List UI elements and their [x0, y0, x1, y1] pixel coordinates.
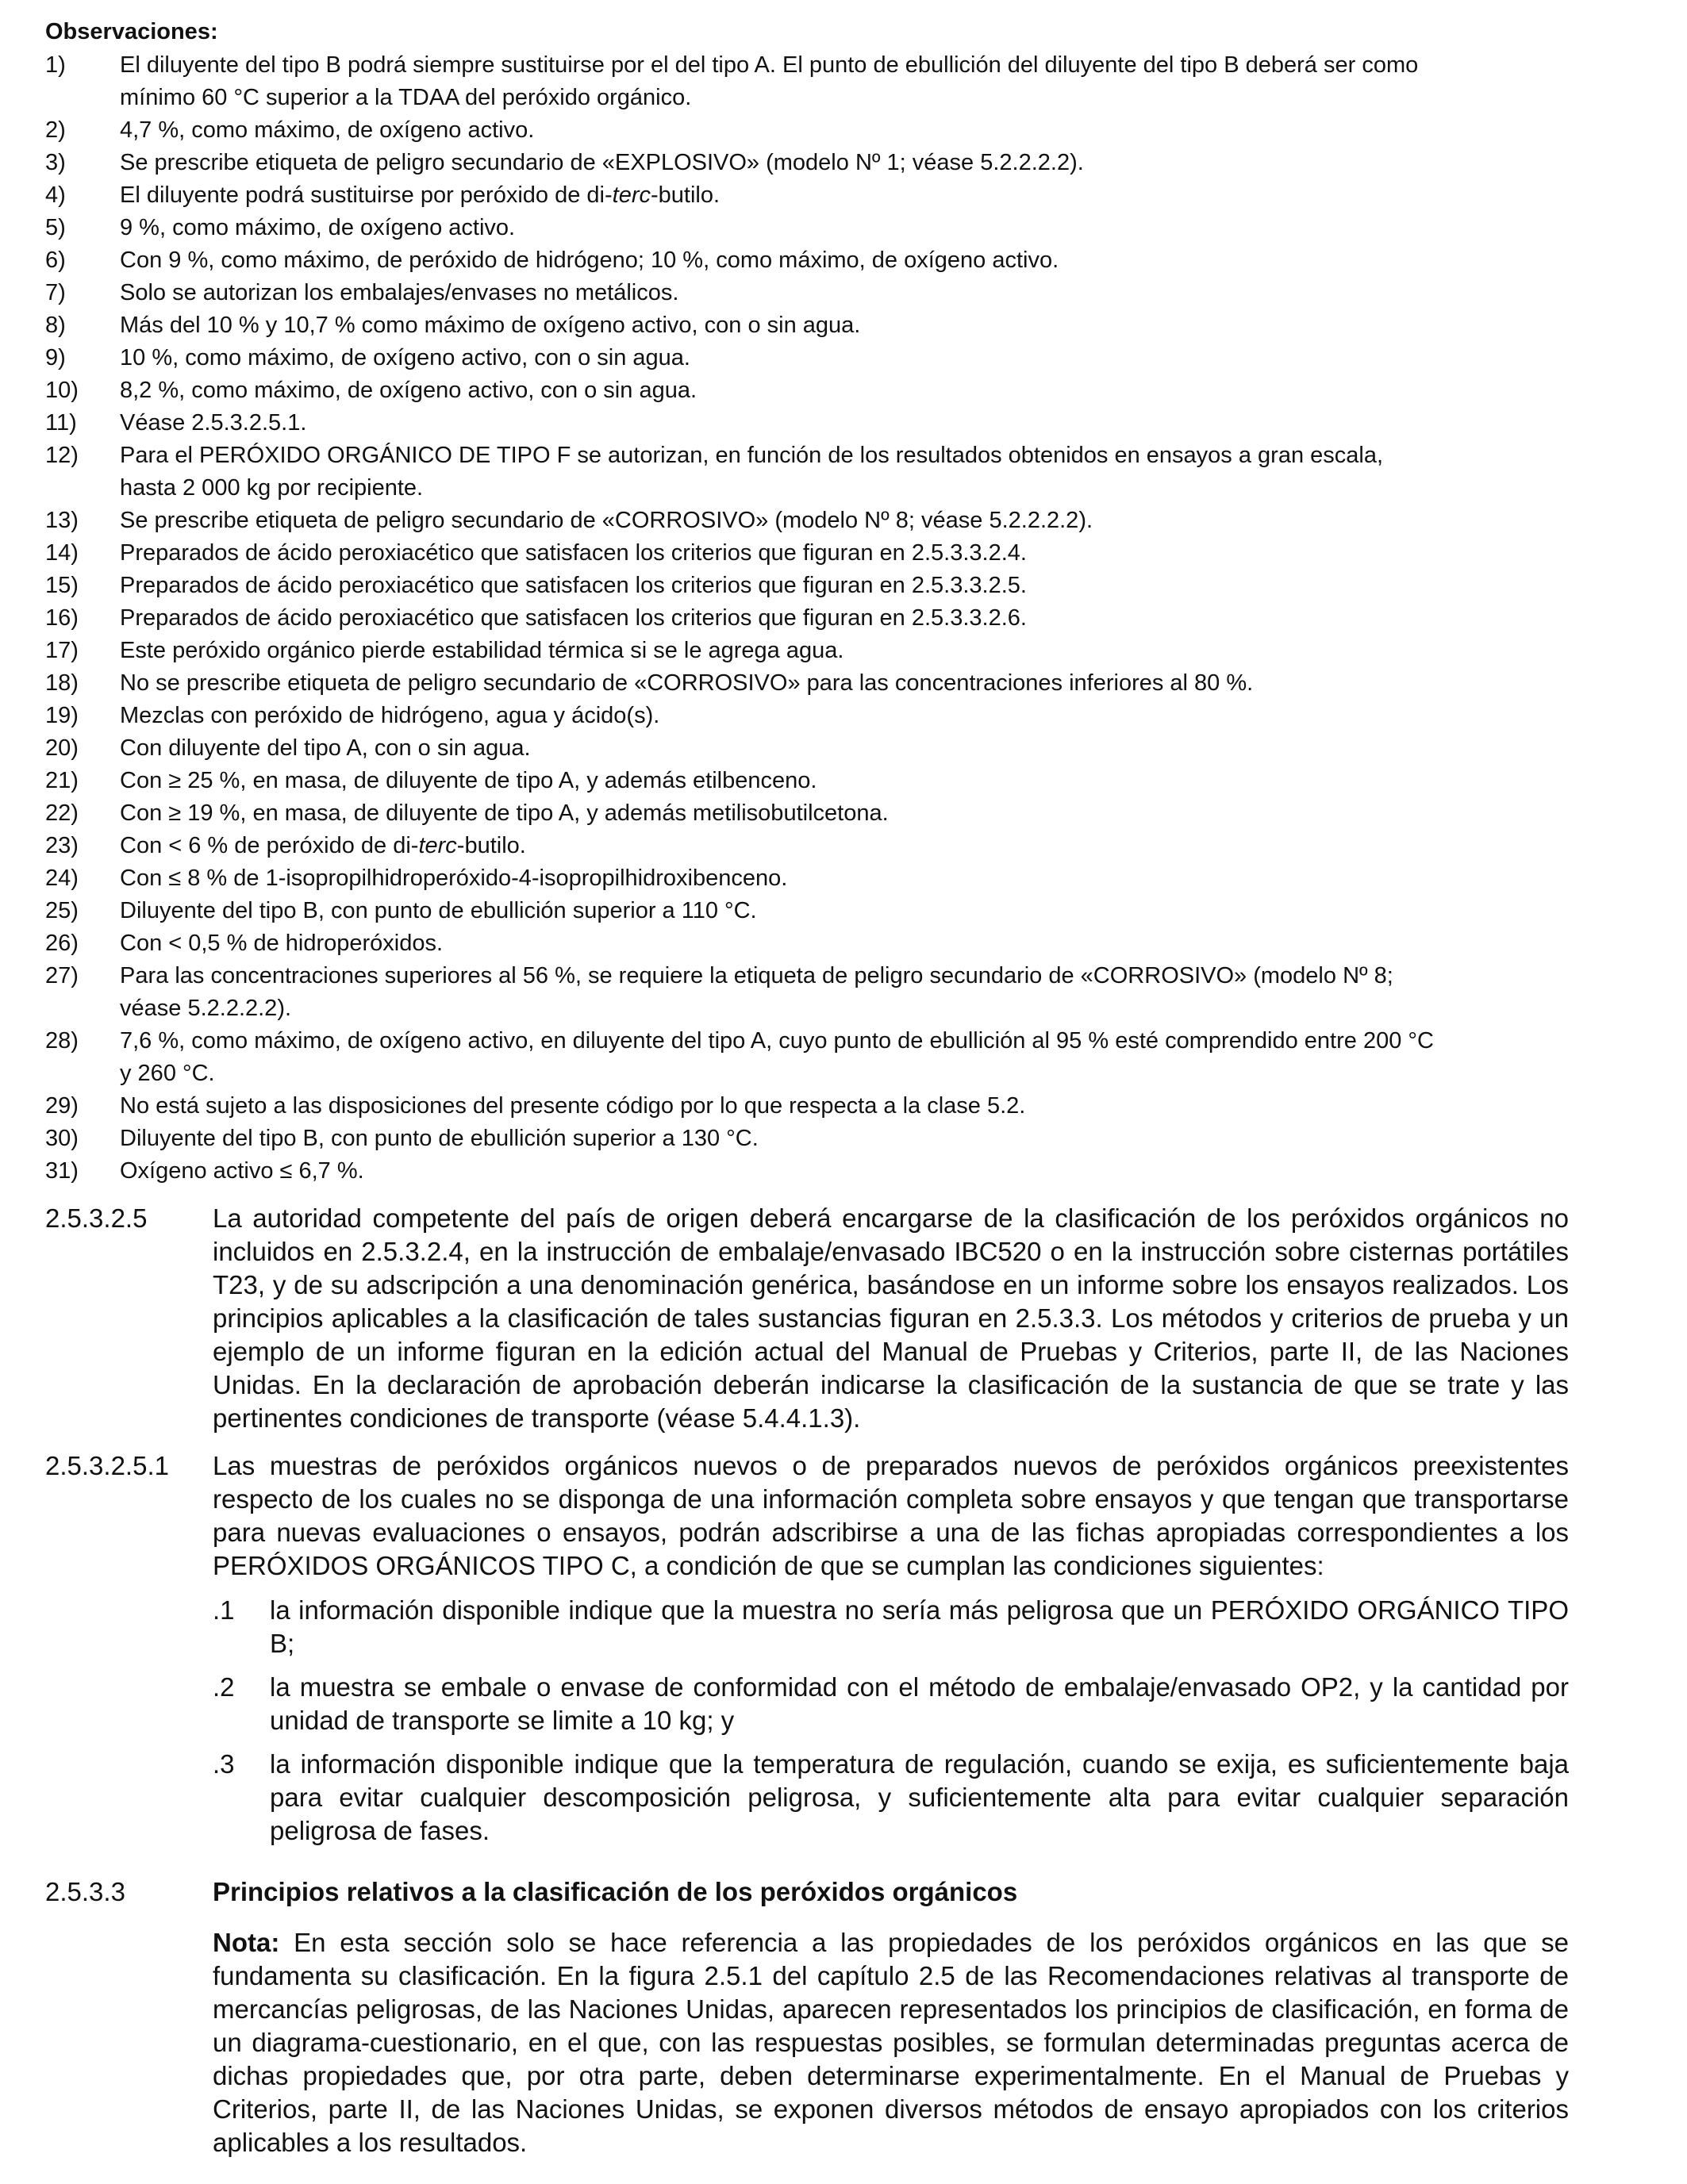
observacion-text: Preparados de ácido peroxiacético que satisfacen los criterios que figuran en 2.5.3.3.2.6. — [120, 605, 1027, 631]
observacion-number: 27) — [45, 963, 79, 988]
observacion-text: Con < 6 % de peróxido de di-terc-butilo. — [120, 833, 526, 858]
observacion-item — [45, 602, 1569, 635]
observacion-item — [45, 179, 1569, 212]
observacion-number: 12) — [45, 443, 79, 468]
section-2-5-3-2-5 — [45, 1202, 1569, 1435]
nota-text: En esta sección solo se hace referencia a las propiedades de los peróxidos orgánicos en las que se fundamenta su clasificación. En la figura 2.5.1 del capítulo 2.5 de las Recomendaciones relativas al transporte de mercancías peligrosas, de las Naciones Unidas, aparecen representados los principios de clasificación, en forma de un diagrama-cuestionario, en el que, con las respuestas posibles, se formulan determinadas preguntas acerca de dichas propiedades que, por otra parte, deben determinarse experimentalmente. En el Manual de Pruebas y Criterios, parte II, de las Naciones Unidas, se exponen diversos métodos de ensayo apropiados con los criterios aplicables a los resultados. — [213, 1928, 1569, 2157]
observacion-item — [45, 830, 1569, 862]
observacion-number: 30) — [45, 1126, 79, 1151]
observacion-number: 18) — [45, 670, 79, 696]
condition-number: .1 — [213, 1595, 235, 1625]
observacion-item — [45, 407, 1569, 439]
observacion-number: 19) — [45, 703, 79, 728]
observacion-text: Se prescribe etiqueta de peligro secundario de «CORROSIVO» (modelo Nº 8; véase 5.2.2.2.2). — [120, 508, 1093, 533]
section-2-5-3-3 — [45, 1875, 1569, 2159]
condition-text: la información disponible indique que la temperatura de regulación, cuando se exija, es suficientemente baja para evitar cualquier descomposición peligrosa, y suficientemente alta para evitar cualquier separación peligrosa de fases. — [270, 1749, 1569, 1845]
observacion-item — [45, 635, 1569, 667]
observacion-text: Con ≤ 8 % de 1-isopropilhidroperóxido-4-isopropilhidroxibenceno. — [120, 866, 788, 891]
observacion-number: 26) — [45, 931, 79, 956]
condition-item — [213, 1671, 1569, 1737]
observacion-item — [45, 732, 1569, 765]
observacion-text: 7,6 %, como máximo, de oxígeno activo, en diluyente del tipo A, cuyo punto de ebullición al 95 % esté comprendido entre 200 °C y 260 °C. — [120, 1028, 1434, 1086]
observacion-text: Con ≥ 19 %, en masa, de diluyente de tipo A, y además metilisobutilcetona. — [120, 800, 889, 826]
observacion-number: 28) — [45, 1028, 79, 1054]
observaciones-heading: Observaciones: — [45, 19, 218, 44]
observacion-item — [45, 960, 1569, 1025]
observacion-text: El diluyente podrá sustituirse por peróxido de di-terc-butilo. — [120, 182, 721, 208]
observacion-item — [45, 667, 1569, 700]
observacion-item — [45, 439, 1569, 505]
observacion-number: 22) — [45, 800, 79, 826]
observacion-text: Con ≥ 25 %, en masa, de diluyente de tipo A, y además etilbenceno. — [120, 768, 817, 793]
observacion-number: 6) — [45, 248, 66, 273]
section-paragraph: Las muestras de peróxidos orgánicos nuevos o de preparados nuevos de peróxidos orgánicos preexistentes respecto de los cuales no se disponga de una información completa sobre ensayos y que tengan que transportarse para nuevas evaluaciones o ensayos, podrán adscribirse a una de las fichas apropiadas correspondientes a los PERÓXIDOS ORGÁNICOS TIPO C, a condición de que se cumplan las condiciones siguientes: — [213, 1451, 1569, 1580]
observacion-number: 10) — [45, 378, 79, 403]
nota-label: Nota: — [213, 1928, 280, 1957]
observacion-number: 3) — [45, 150, 66, 175]
observacion-number: 24) — [45, 866, 79, 891]
observacion-text: Véase 2.5.3.2.5.1. — [120, 410, 307, 436]
observacion-number: 14) — [45, 540, 79, 566]
observacion-number: 21) — [45, 768, 79, 793]
observacion-text: Diluyente del tipo B, con punto de ebullición superior a 130 °C. — [120, 1126, 759, 1151]
observacion-item — [45, 114, 1569, 147]
observacion-text: El diluyente del tipo B podrá siempre sustituirse por el del tipo A. El punto de ebullición del diluyente del tipo B deberá ser como mínimo 60 °C superior a la TDAA del peróxido orgánico. — [120, 52, 1419, 110]
observacion-number: 29) — [45, 1093, 79, 1119]
observacion-item — [45, 797, 1569, 830]
observacion-item — [45, 862, 1569, 895]
observacion-number: 16) — [45, 605, 79, 631]
observacion-item — [45, 765, 1569, 797]
observacion-number: 1) — [45, 52, 66, 78]
condition-item — [213, 1594, 1569, 1660]
observacion-text: No se prescribe etiqueta de peligro secundario de «CORROSIVO» para las concentraciones inferiores al 80 %. — [120, 670, 1254, 696]
observaciones-list — [45, 49, 1569, 1188]
observacion-item — [45, 342, 1569, 374]
observacion-item — [45, 277, 1569, 309]
observacion-text: 8,2 %, como máximo, de oxígeno activo, con o sin agua. — [120, 378, 697, 403]
observacion-item — [45, 537, 1569, 570]
observacion-number: 7) — [45, 280, 66, 305]
observacion-item — [45, 1155, 1569, 1188]
section-number: 2.5.3.3 — [45, 1877, 125, 1906]
section-number: 2.5.3.2.5 — [45, 1203, 148, 1233]
observacion-number: 9) — [45, 345, 66, 370]
observacion-item — [45, 212, 1569, 244]
observacion-text: Diluyente del tipo B, con punto de ebullición superior a 110 °C. — [120, 898, 757, 923]
condition-number: .2 — [213, 1672, 235, 1702]
observacion-text: Para el PERÓXIDO ORGÁNICO DE TIPO F se autorizan, en función de los resultados obtenidos en ensayos a gran escala, hasta 2 000 kg por recipiente. — [120, 443, 1384, 501]
observacion-text: Para las concentraciones superiores al 56 %, se requiere la etiqueta de peligro secundario de «CORROSIVO» (modelo Nº 8; véase 5.2.2.2.2). — [120, 963, 1393, 1021]
section-title: Principios relativos a la clasificación de los peróxidos orgánicos — [213, 1877, 1018, 1906]
condition-number: .3 — [213, 1749, 235, 1779]
section-content — [213, 1875, 1569, 2159]
observacion-text: Oxígeno activo ≤ 6,7 %. — [120, 1158, 364, 1184]
observacion-text: Con < 0,5 % de hidroperóxidos. — [120, 931, 444, 956]
observacion-item — [45, 1123, 1569, 1155]
observacion-text: Con diluyente del tipo A, con o sin agua. — [120, 735, 531, 761]
condition-text: la muestra se embale o envase de conformidad con el método de embalaje/envasado OP2, y la cantidad por unidad de transporte se limite a 10 kg; y — [270, 1672, 1569, 1735]
observacion-text: 10 %, como máximo, de oxígeno activo, con o sin agua. — [120, 345, 690, 370]
observacion-text: Este peróxido orgánico pierde estabilidad térmica si se le agrega agua. — [120, 638, 844, 663]
observacion-item — [45, 49, 1569, 114]
section-content — [213, 1449, 1569, 1858]
observacion-number: 11) — [45, 410, 77, 436]
observacion-number: 20) — [45, 735, 79, 761]
observacion-number: 13) — [45, 508, 79, 533]
observacion-text: 9 %, como máximo, de oxígeno activo. — [120, 215, 516, 240]
condition-item — [213, 1748, 1569, 1848]
observacion-item — [45, 374, 1569, 407]
observacion-number: 2) — [45, 117, 66, 143]
observacion-text: Solo se autorizan los embalajes/envases no metálicos. — [120, 280, 679, 305]
conditions-list — [213, 1594, 1569, 1848]
observacion-number: 31) — [45, 1158, 79, 1184]
section-number: 2.5.3.2.5.1 — [45, 1451, 169, 1480]
observacion-number: 15) — [45, 573, 79, 598]
observacion-item — [45, 309, 1569, 342]
observacion-item — [45, 505, 1569, 537]
observacion-number: 4) — [45, 182, 66, 208]
observacion-item — [45, 147, 1569, 179]
nota-paragraph — [213, 1926, 1569, 2159]
observacion-item — [45, 570, 1569, 602]
condition-text: la información disponible indique que la muestra no sería más peligrosa que un PERÓXIDO ORGÁNICO TIPO B; — [270, 1595, 1569, 1658]
observacion-item — [45, 927, 1569, 960]
observacion-number: 5) — [45, 215, 66, 240]
observacion-item — [45, 700, 1569, 732]
observacion-number: 23) — [45, 833, 79, 858]
observacion-text: Preparados de ácido peroxiacético que satisfacen los criterios que figuran en 2.5.3.3.2.5. — [120, 573, 1027, 598]
observacion-item — [45, 1025, 1569, 1090]
document-page — [45, 17, 1569, 2159]
observacion-number: 25) — [45, 898, 79, 923]
observacion-number: 8) — [45, 313, 66, 338]
observacion-text: Se prescribe etiqueta de peligro secundario de «EXPLOSIVO» (modelo Nº 1; véase 5.2.2.2.2). — [120, 150, 1084, 175]
observacion-number: 17) — [45, 638, 79, 663]
observacion-text: Preparados de ácido peroxiacético que satisfacen los criterios que figuran en 2.5.3.3.2.4. — [120, 540, 1027, 566]
observacion-text: Más del 10 % y 10,7 % como máximo de oxígeno activo, con o sin agua. — [120, 313, 861, 338]
section-2-5-3-2-5-1 — [45, 1449, 1569, 1858]
observacion-text: No está sujeto a las disposiciones del presente código por lo que respecta a la clase 5.2. — [120, 1093, 1026, 1119]
observacion-text: Con 9 %, como máximo, de peróxido de hidrógeno; 10 %, como máximo, de oxígeno activo. — [120, 248, 1059, 273]
observacion-item — [45, 1090, 1569, 1123]
observacion-text: Mezclas con peróxido de hidrógeno, agua y ácido(s). — [120, 703, 660, 728]
section-paragraph: La autoridad competente del país de origen deberá encargarse de la clasificación de los peróxidos orgánicos no incluidos en 2.5.3.2.4, en la instrucción de embalaje/envasado IBC520 o en la instrucción sobre cisternas portátiles T23, y de su adscripción a una denominación genérica, basándose en un informe sobre los ensayos realizados. Los principios aplicables a la clasificación de tales sustancias figuran en 2.5.3.3. Los métodos y criterios de prueba y un ejemplo de un informe figuran en la edición actual del Manual de Pruebas y Criterios, parte II, de las Naciones Unidas. En la declaración de aprobación deberán indicarse la clasificación de la sustancia de que se trate y las pertinentes condiciones de transporte (véase 5.4.4.1.3). — [213, 1203, 1569, 1433]
observacion-item — [45, 244, 1569, 277]
observacion-text: 4,7 %, como máximo, de oxígeno activo. — [120, 117, 535, 143]
observacion-item — [45, 895, 1569, 927]
